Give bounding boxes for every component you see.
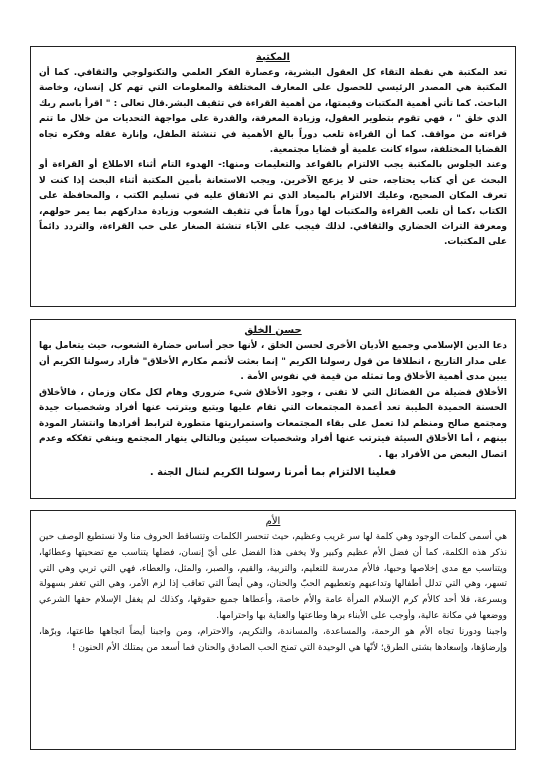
section-mother xyxy=(30,510,516,750)
paragraph: الأخلاق فضيلة من الفضائل التي لا تفنى ، وجود الأخلاق شيء ضروري وهام لكل مكان وزمان ، فالأخلاق الحسنة الحميدة الطيبة تعد أعمدة المجتمعات التي تقام عليها ويتبع ويترتب عنها أفراد وشخصيات جيدة ومجتمع صالح ومنظم لذا تعمل على بقاء المجتمعات واستمراريتها متطورة لترابط أفرادها وانتشار المودة بينهم ، أما الأخلاق السيئة فيترتب عنها أفراد وشخصيات سيئين وبالتالي ينهار المجتمع وينفي تفككه وعدم اتصال البعض من الأفراد بها . xyxy=(39,387,507,460)
section-title: حسن الخلق xyxy=(244,325,302,336)
paragraph: هي أسمى كلمات الوجود وهي كلمة لها سر غريب وعظيم، حيث تنحسر الكلمات وتتساقط الحروف منا ولا نستطيع الوصف حين نذكر هذه الكلمة، كما أن فضل الأم عظيم وكبير ولا يخفى هذا الفضل على أيّ إنسان، فضلها يتناسب مع تضحيتها وعطائها، ويتناسب مع مدى إخلاصها وحبها، فالأم مدرسة للتعليم، والتربية، والقيم، والصبر، والمثل، والعطاء، فهي التي تربي وهي التي تسهر، وهي التي تدلل أطفالها وتداعبهم وتعطيهم الحبّ والحنان، وهي أيضاً التي تعاقب إذا لزم الأمر، وهي التي تغفر بسهولة وبسرعة، فلا أحد كالأم كرم الإسلام المرأة عامة والأم خاصة، وأعطاها جميع حقوقها، وكذلك لم يغفل الإسلام حقها الشرعي ووضعها في مكانة عالية، وأوجب على الأبناء برها وطاعتها والعناية بها واحترامها. xyxy=(39,532,507,621)
paragraph: واجبنا ودورنا تجاه الأم هو الرحمة، والمساعدة، والمساندة، والتكريم، والاحترام، ومن واجبنا أيضاً اتجاهها طاعتها، وبرّها، وإرضاؤها، وإسعادها بشتى الطرق؛ لأنّها هي الوحيدة التي تمنح الحب الصادق والحنان فما أسعد من يمتلك الأم الحنون ! xyxy=(39,626,507,653)
section-good-manners xyxy=(30,319,516,499)
paragraph: وعند الجلوس بالمكتبة يجب الالتزام بالقواعد والتعليمات ومنها:- الهدوء التام أثناء الاطلاع أو القراءة أو البحث عن أي كتاب يحتاجه، حتى لا يزعج الآخرين. ويجب الاستعانة بأمين المكتبة أثناء البحث إذا كنت لا تعرف المكان الصحيح، وعليك الالتزام بالميعاد الذي تم الاتفاق عليه في تسليم الكتب ، والمحافظة على الكتاب ،كما أن تلعب القراءة والمكتبات لها دوراً هاماً في تثقيف الشعوب وزيادة مداركهم بما يمر حولهم، ومعرفة التراث الحضاري والثقافي. لذلك فيجب على الآباء تنشئة الصغار على حب القراءة، والتردد دائماً على المكتبات. xyxy=(39,160,507,248)
closing-line: فعلينا الالتزام بما أمرنا رسولنا الكريم لننال الجنة . xyxy=(149,467,397,478)
paragraph: تعد المكتبة هي نقطة التقاء كل العقول البشرية، وعصارة الفكر العلمي والتكنولوجي والثقافي. كما أن المكتبة هي المصدر الرئيسي للحصول على المعارف المختلفة والمعلومات التي تهم كل إنسان، وخاصة الباحث. كما تأتي أهمية المكتبات وقيمتها، من أهمية القراءة في تثقيف البشر.قال تعالى : " اقرأ باسم ربك الذي خلق " ، فهي تقوم بتطوير العقول، وزيادة المعرفة، والقدرة على مواجهة التحديات من خلال ما تتم قراءته من مواقف. كما أن القراءة تلعب دوراً بالغ الأهمية في تنشئة الطفل، وإنارة عقله وفكره تجاه القضايا المختلفة، سواء كانت علمية أو قضايا مجتمعية. xyxy=(39,68,507,156)
section-title: المكتبة xyxy=(256,52,290,63)
paragraph: دعا الدين الإسلامي وجميع الأديان الأخرى لحسن الخلق ، لأنها حجر أساس حضارة الشعوب، حيث يتعامل بها على مدار التاريخ ، انطلاقا من قول رسولنا الكريم " إنما بعثت لأتمم مكارم الأخلاق" فأراد رسولنا الكريم أن يبين مدى أهمية الأخلاق وما تمثله من قيمة في نفوس الأمة . xyxy=(39,341,507,382)
section-library xyxy=(30,46,516,307)
section-title: الأم xyxy=(265,516,281,527)
